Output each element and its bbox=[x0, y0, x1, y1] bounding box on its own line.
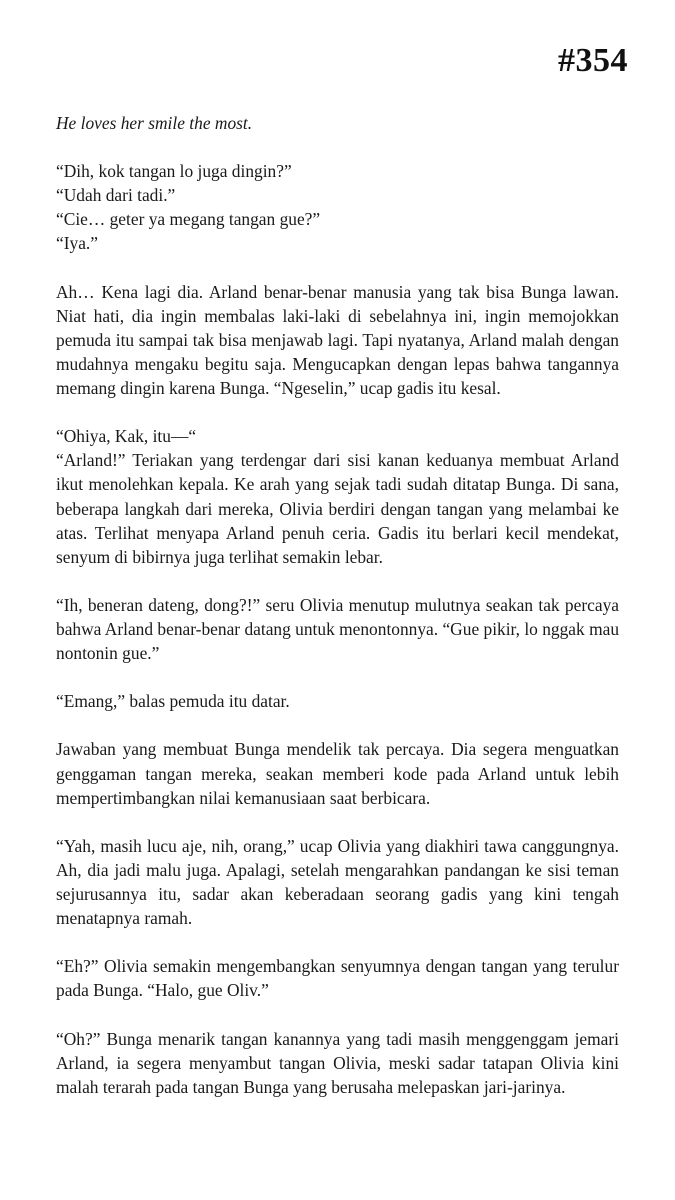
story-paragraph: Jawaban yang membuat Bunga mendelik tak percaya. Dia segera menguatkan genggaman tangan mereka, seakan memberi kode pada Arland untuk lebih mempertimbangkan nilai kemanusiaan saat berbicara. bbox=[56, 739, 619, 808]
story-paragraph: “Ih, beneran dateng, dong?!” seru Olivia menutup mulutnya seakan tak percaya bahwa Arland benar-benar datang untuk menontonnya. “Gue pikir, lo nggak mau nontonin gue.” bbox=[56, 594, 620, 664]
epigraph: He loves her smile the most. bbox=[56, 113, 253, 133]
story-paragraph: “Emang,” balas pemuda itu datar. bbox=[56, 691, 290, 712]
story-paragraph: “Oh?” Bunga menarik tangan kanannya yang tadi masih menggenggam jemari Arland, ia segera menyambut tangan Olivia, meski sadar tatapan Olivia kini malah terarah pada tangan Bunga yang berusaha melepaskan jari-jarinya. bbox=[56, 1028, 619, 1097]
opening-dialogue bbox=[56, 159, 619, 255]
story-paragraph: “Eh?” Olivia semakin mengembangkan senyumnya dengan tangan yang terulur pada Bunga. “Halo, gue Oliv.” bbox=[56, 956, 619, 1001]
story-paragraph: Ah… Kena lagi dia. Arland benar-benar manusia yang tak bisa Bunga lawan. Niat hati, dia ingin membalas laki-laki di sebelahnya ini, ingin memojokkan pemuda itu sampai tak bisa menjawab lagi. Tapi nyatanya, Arland malah dengan mudahnya mengaku begitu saja. Mengucapkan dengan lepas bahwa tangannya memang dingin karena Bunga. “Ngeselin,” ucap gadis itu kesal. bbox=[56, 281, 619, 399]
dialogue-line: “Udah dari tadi.” bbox=[56, 185, 176, 206]
story-paragraph: “Yah, masih lucu aje, nih, orang,” ucap Olivia yang diakhiri tawa canggungnya. Ah, dia jadi malu juga. Apalagi, setelah mengarahkan pandangan ke sisi teman sejurusannya itu, sadar akan keberadaan seorang gadis yang kini tengah menatapnya ramah. bbox=[56, 835, 619, 929]
dialogue-line: “Iya.” bbox=[56, 233, 98, 254]
chapter-number: #354 bbox=[558, 42, 628, 79]
story-text bbox=[56, 111, 619, 1123]
story-paragraph: “Arland!” Teriakan yang terdengar dari sisi kanan keduanya membuat Arland ikut menolehkan kepala. Ke arah yang sejak tadi sudah ditatap Bunga. Di sana, beberapa langkah dari mereka, Olivia berdiri dengan tangan yang melambai ke atas. Terlihat menyapa Arland penuh ceria. Gadis itu berlari kecil mendekat, senyum di bibirnya juga terlihat semakin lebar. bbox=[56, 450, 619, 567]
story-paragraph-group bbox=[56, 424, 619, 569]
dialogue-line: “Cie… geter ya megang tangan gue?” bbox=[56, 209, 321, 230]
story-paragraph: “Ohiya, Kak, itu—“ bbox=[56, 426, 197, 447]
dialogue-line: “Dih, kok tangan lo juga dingin?” bbox=[56, 161, 292, 182]
